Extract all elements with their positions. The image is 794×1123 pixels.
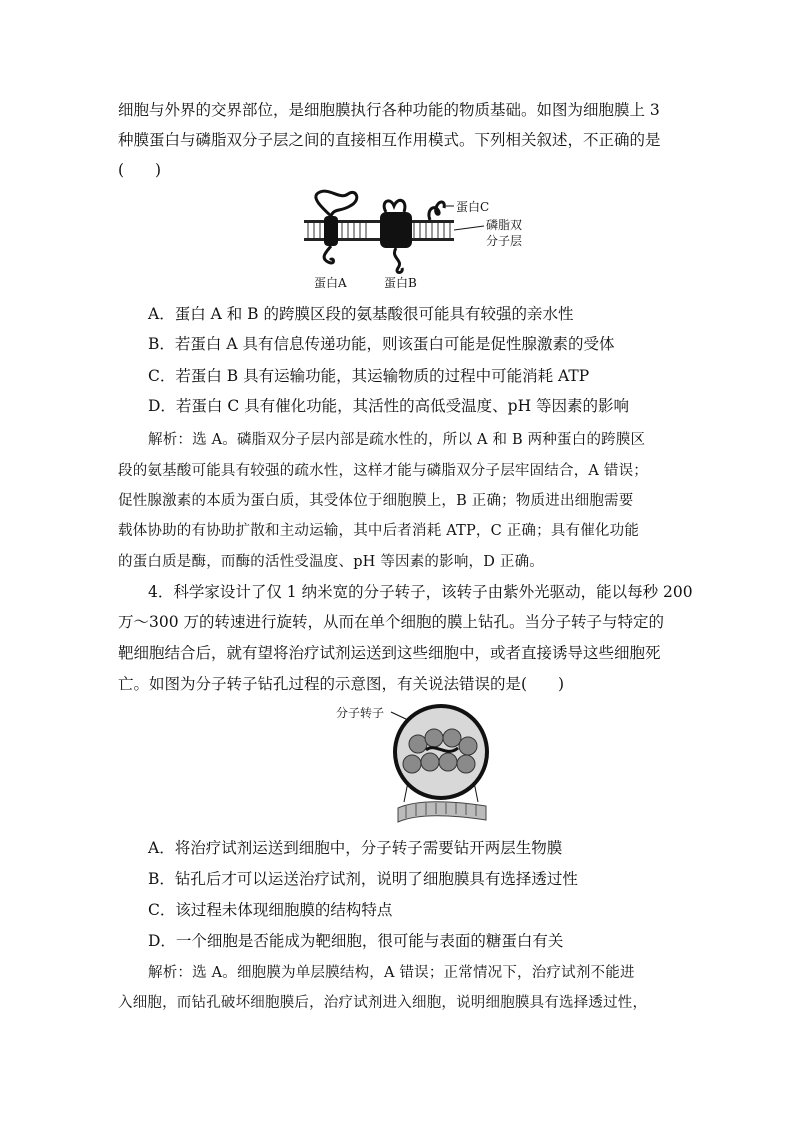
q4-stem-line-3: 靶细胞结合后，就有望将治疗试剂运送到这些细胞中，或者直接诱导这些细胞死 xyxy=(118,644,661,662)
q4-option-b: B．钻孔后才可以运送治疗试剂，说明了细胞膜具有选择透过性 xyxy=(148,870,578,888)
protein-b-shape xyxy=(380,212,412,248)
q3-stem-line-2: 种膜蛋白与磷脂双分子层之间的直接相互作用模式。下列相关叙述，不正确的是 xyxy=(118,131,661,149)
protein-c-shape xyxy=(429,202,444,220)
q3-stem-line-1: 细胞与外界的交界部位，是细胞膜执行各种功能的物质基础。如图为细胞膜上 3 xyxy=(118,101,660,119)
bilayer-label-2: 分子层 xyxy=(486,234,523,248)
q4-stem-line-1: 4．科学家设计了仅 1 纳米宽的分子转子，该转子由紫外光驱动，能以每秒 200 xyxy=(148,583,693,601)
protein-b-label: 蛋白B xyxy=(384,276,417,290)
q3-option-b: B．若蛋白 A 具有信息传递功能，则该蛋白可能是促性腺激素的受体 xyxy=(148,335,615,353)
q3-analysis-line-5: 的蛋白质是酶，而酶的活性受温度、pH 等因素的影响，D 正确。 xyxy=(118,554,544,570)
q4-option-d: D．一个细胞是否能成为靶细胞，很可能与表面的糖蛋白有关 xyxy=(148,932,564,950)
q3-analysis-line-3: 促性腺激素的本质为蛋白质，其受体位于细胞膜上，B 正确；物质进出细胞需要 xyxy=(118,493,634,509)
q3-analysis-line-1: 解析：选 A。磷脂双分子层内部是疏水性的，所以 A 和 B 两种蛋白的跨膜区 xyxy=(148,432,646,448)
rotor-label: 分子转子 xyxy=(336,706,385,720)
protein-a-label: 蛋白A xyxy=(314,276,347,290)
q4-stem-line-2: 万～300 万的转速进行旋转，从而在单个细胞的膜上钻孔。当分子转子与特定的 xyxy=(118,613,665,631)
q4-stem-line-4: 亡。如图为分子转子钻孔过程的示意图，有关说法错误的是( ) xyxy=(118,675,565,693)
q3-option-c: C．若蛋白 B 具有运输功能，其运输物质的过程中可能消耗 ATP xyxy=(148,367,590,385)
q3-option-d: D．若蛋白 C 具有催化功能，其活性的高低受温度、pH 等因素的影响 xyxy=(148,397,630,415)
membrane-protein-figure xyxy=(300,186,540,292)
q3-analysis-line-4: 载体协助的有协助扩散和主动运输，其中后者消耗 ATP，C 正确；具有催化功能 xyxy=(118,523,640,539)
q3-option-a: A．蛋白 A 和 B 的跨膜区段的氨基酸很可能具有较强的亲水性 xyxy=(148,305,574,323)
bilayer-label-1: 磷脂双 xyxy=(486,218,523,232)
q4-option-a: A．将治疗试剂运送到细胞中，分子转子需要钻开两层生物膜 xyxy=(148,839,563,857)
q4-analysis-line-1: 解析：选 A。细胞膜为单层膜结构，A 错误；正常情况下，治疗试剂不能进 xyxy=(148,965,635,981)
molecular-rotor-figure xyxy=(336,702,506,827)
q4-analysis-line-2: 入细胞，而钻孔破坏细胞膜后，治疗试剂进入细胞，说明细胞膜具有选择透过性， xyxy=(118,995,648,1011)
q4-option-c: C．该过程未体现细胞膜的结构特点 xyxy=(148,901,393,919)
q3-stem-line-3: ( ) xyxy=(118,161,162,179)
protein-c-label: 蛋白C xyxy=(456,200,490,214)
q3-analysis-line-2: 段的氨基酸可能具有较强的疏水性，这样才能与磷脂双分子层牢固结合，A 错误； xyxy=(118,463,648,479)
protein-a-shape xyxy=(324,216,338,246)
